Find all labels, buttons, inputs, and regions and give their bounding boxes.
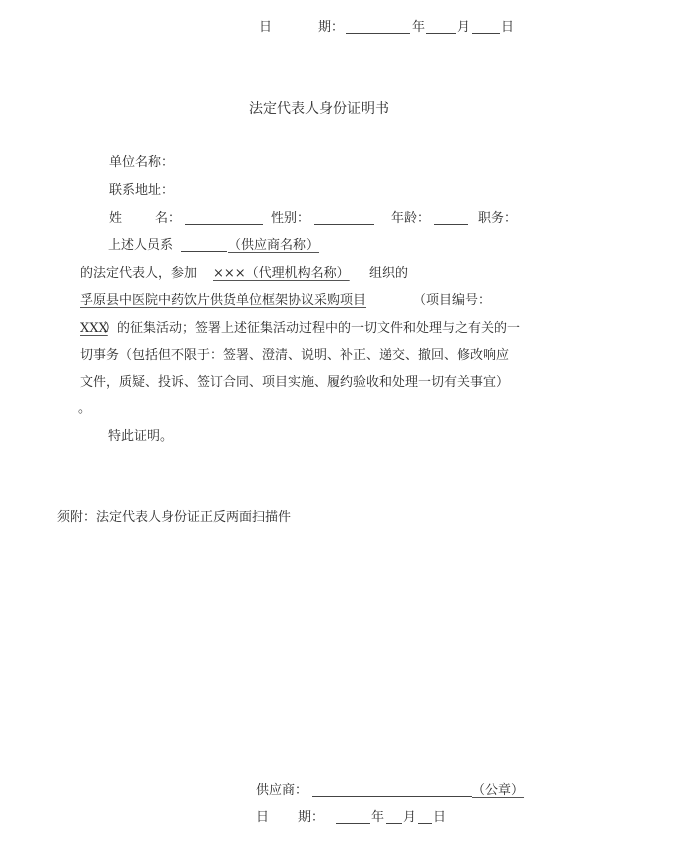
certify-text: 特此证明。	[108, 429, 174, 444]
page-title: 法定代表人身份证明书	[249, 101, 389, 117]
top-date-month: 月	[457, 20, 471, 35]
field-name-blank	[185, 224, 263, 225]
footer-date-label-period: 期：	[298, 810, 325, 825]
supplier-name-blank	[181, 251, 227, 252]
field-address: 联系地址：	[109, 183, 175, 198]
footer-date-day-blank	[418, 823, 432, 824]
field-age-blank	[434, 224, 468, 225]
footer-date-year: 年	[371, 810, 385, 825]
field-age: 年龄：	[391, 211, 431, 226]
top-date-day: 日	[501, 20, 515, 35]
footer-date-label-day: 日	[256, 810, 270, 825]
field-name-label-2: 名：	[155, 211, 182, 226]
footer-supplier-blank	[312, 796, 472, 797]
body-line7: 。	[78, 401, 92, 416]
field-gender-blank	[314, 224, 374, 225]
body-line2-b: ×××（代理机构名称）	[213, 266, 350, 281]
body-line3-b: （项目编号：	[413, 293, 492, 308]
top-date-label-period: 期：	[318, 20, 345, 35]
footer-supplier-label: 供应商：	[256, 783, 309, 798]
top-date-year: 年	[412, 20, 426, 35]
body-line1-a: 上述人员系	[108, 238, 174, 253]
attachment-note: 须附：法定代表人身份证正反两面扫描件	[57, 510, 292, 525]
field-unit-name: 单位名称：	[109, 155, 175, 170]
body-line5: 切事务（包括但不限于：签署、澄清、说明、补正、递交、撤回、修改响应	[80, 348, 510, 363]
footer-date-day: 日	[433, 810, 447, 825]
top-date-label-day: 日	[259, 20, 273, 35]
top-date-month-blank	[426, 33, 456, 34]
field-position: 职务：	[478, 211, 518, 226]
body-line4-a: XXX	[80, 321, 108, 336]
footer-date-month-blank	[386, 823, 402, 824]
footer-seal: （公章）	[472, 783, 525, 798]
field-name-label-1: 姓	[109, 211, 123, 226]
footer-date-month: 月	[403, 810, 417, 825]
top-date-year-blank	[346, 33, 410, 34]
footer-date-year-blank	[336, 823, 370, 824]
body-line4-b: ）的征集活动；签署上述征集活动过程中的一切文件和处理与之有关的一	[104, 321, 521, 336]
body-line2-c: 组织的	[369, 266, 409, 281]
body-line6: 文件，质疑、投诉、签订合同、项目实施、履约验收和处理一切有关事宜）	[80, 375, 510, 390]
body-line3-a: 孚原县中医院中药饮片供货单位框架协议采购项目	[80, 293, 367, 308]
field-gender: 性别：	[271, 211, 311, 226]
top-date-day-blank	[472, 33, 500, 34]
body-line2-a: 的法定代表人，参加	[80, 266, 198, 281]
body-line1-b: （供应商名称）	[228, 238, 320, 253]
